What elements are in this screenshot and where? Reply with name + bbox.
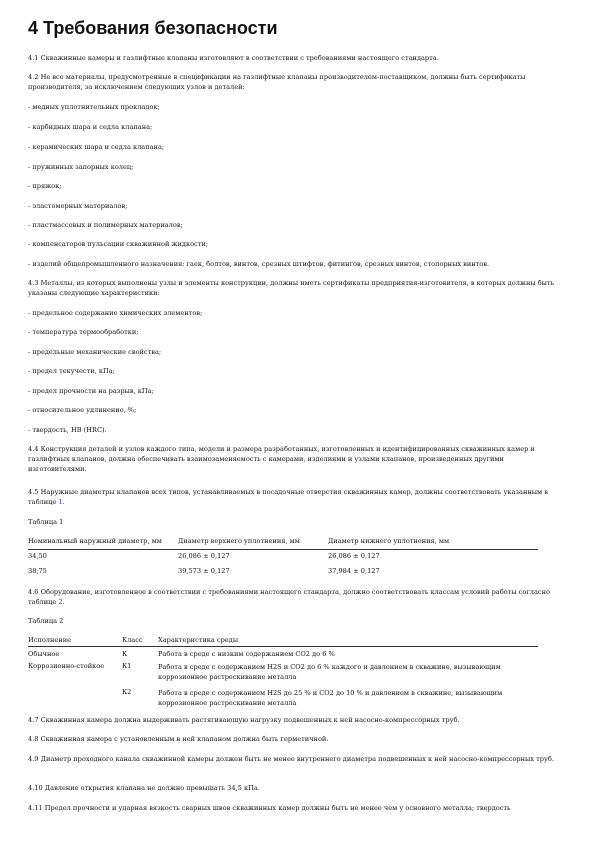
- list-item: - относительное удлинение, %;: [28, 406, 137, 414]
- table-cell: 39,573 ± 0,127: [178, 567, 230, 575]
- table-header-cell: Диаметр верхнего уплотнения, мм: [178, 537, 328, 550]
- table-cell: 26,086 ± 0,127: [328, 552, 380, 560]
- list-item: - предельное содержание химических элементов;: [28, 309, 203, 317]
- list-item: - пряжок;: [28, 182, 62, 190]
- list-item: - предел прочности на разрыв, кПа;: [28, 387, 154, 395]
- paragraph-4-8: 4.8 Скважинная камера с установленным в ней клапаном должна быть герметичной.: [28, 735, 329, 743]
- table-row: [28, 682, 538, 708]
- list-item: - изделий общепромышленного назначения: гаек, болтов, винтов, срезных штифтов, фитингов, срезных винтов, стопорных винтов.: [28, 260, 490, 268]
- paragraph-4-5: [28, 488, 558, 508]
- table-header-row: [28, 537, 538, 550]
- paragraph-4-10: 4.10 Давление открытия клапана не должно превышать 34,5 кПа.: [28, 784, 260, 792]
- table-cell: Работа в среде с низким содержанием СО2 до 6 %: [158, 650, 335, 658]
- table-cell: 38,75: [28, 567, 47, 575]
- list-item: - температура термообработки;: [28, 328, 139, 336]
- table-cell: 37,984 ± 0,127: [328, 567, 380, 575]
- table-header-cell: Диаметр нижнего уплотнения, мм: [328, 537, 538, 550]
- table-cell: [28, 682, 122, 708]
- table-cell: 34,50: [28, 552, 47, 560]
- table-2-link[interactable]: 2: [58, 597, 63, 606]
- table-header-row: [28, 636, 538, 647]
- paragraph-4-7: 4.7 Скважинная камера должна выдерживать растягивающую нагрузку подвешенных к ней насосно-компрессорных труб.: [28, 716, 460, 724]
- paragraph-4-1: 4.1 Скважинные камеры и газлифтные клапаны изготовляют в соответствии с требованиями настоящего стандарта.: [28, 54, 439, 62]
- table-header-cell: Характеристика среды: [158, 636, 538, 647]
- table-cell: К: [122, 650, 128, 658]
- table-row: [28, 647, 538, 660]
- list-item: - карбидных шара и седла клапана;: [28, 123, 153, 131]
- list-item: - керамических шара и седла клапана;: [28, 143, 165, 151]
- table-header-cell: Номинальный наружный диаметр, мм: [28, 537, 178, 550]
- paragraph-4-2: 4.2 Не все материалы, предусмотренные в спецификации на газлифтные клапаны производителем-поставщиком, должны быть сертификаты производителя, за исключением следующих узлов и деталей:: [28, 73, 526, 91]
- table-cell: Обычное: [28, 650, 60, 658]
- list-item: - твердость, НВ (HRC).: [28, 426, 107, 434]
- table-row: [28, 564, 538, 579]
- table-cell: Работа в среде с содержанием H2S и СО2 до 6 % каждого и давлением в скважине, вызывающим коррозионное растрескивание металла: [158, 663, 501, 681]
- table-cell: Коррозионно-стойкое: [28, 662, 105, 670]
- list-item: - предельные механические свойства;: [28, 348, 162, 356]
- table-2-caption: Таблица 2: [28, 617, 64, 625]
- table-cell: К1: [122, 662, 132, 670]
- paragraph-4-5-end: .: [62, 497, 65, 506]
- paragraph-4-3: 4.3 Металлы, из которых выполнены узлы и элементы конструкции, должны иметь сертификаты предприятия-изготовителя, в которых должны быть указаны следующие характеристики:: [28, 279, 555, 297]
- section-title: 4 Требования безопасности: [28, 18, 278, 38]
- list-item: - компенсаторов пульсации скважинной жидкости;: [28, 240, 209, 248]
- paragraph-4-6: [28, 588, 558, 608]
- table-row: [28, 659, 538, 682]
- table-1: [28, 537, 538, 579]
- table-cell: Работа в среде с содержанием H2S до 25 % и СО2 до 10 % и давлением в скважине, вызывающим коррозионное растрескивание металла: [158, 689, 503, 707]
- list-item: - эластомерных материалов;: [28, 202, 128, 210]
- list-item: - пластмассовых и полимерных материалов;: [28, 221, 183, 229]
- table-1-link[interactable]: 1: [58, 497, 63, 506]
- list-item: - медных уплотнительных прокладок;: [28, 103, 160, 111]
- table-cell: К2: [122, 688, 132, 696]
- paragraph-4-9: 4.9 Диаметр проходного канала скважинной камеры должен быть не менее внутреннего диаметра подвешенных к ней насосно-компрессорных труб.: [28, 755, 554, 763]
- table-1-caption: Таблица 1: [28, 518, 64, 526]
- table-header-cell: Исполнение: [28, 636, 122, 647]
- paragraph-4-6-end: .: [62, 597, 65, 606]
- table-cell: 26,086 ± 0,127: [178, 552, 230, 560]
- paragraph-4-5-text: 4.5 Наружные диаметры клапанов всех типов, устанавливаемых в посадочные отверстия скважинных камер, должны соответствовать указанным в таблице: [28, 488, 548, 506]
- paragraph-4-6-text: 4.6 Оборудование, изготовленное в соответствии с требованиями настоящего стандарта, должно соответствовать классам условий работы согласно таблице: [28, 588, 550, 606]
- list-item: - предел текучести, кПа;: [28, 367, 115, 375]
- table-header-cell: Класс: [122, 636, 158, 647]
- paragraph-4-11: 4.11 Предел прочности и ударная вязкость сварных швов скважинных камер должны быть не менее чем у основного металла; твердость: [28, 804, 511, 812]
- table-row: [28, 550, 538, 565]
- table-2: [28, 636, 538, 708]
- list-item: - пружинных запорных колец;: [28, 163, 134, 171]
- paragraph-4-4: 4.4 Конструкция деталей и узлов каждого типа, модели и размера разработанных, изготовленных и идентифицированных скважинных камер и газлифтных клапанов, должна обеспечивать взаимозаменяемость с камерами, изделиями и узлами клапанов, произведенных другими изготовителями.: [28, 445, 535, 473]
